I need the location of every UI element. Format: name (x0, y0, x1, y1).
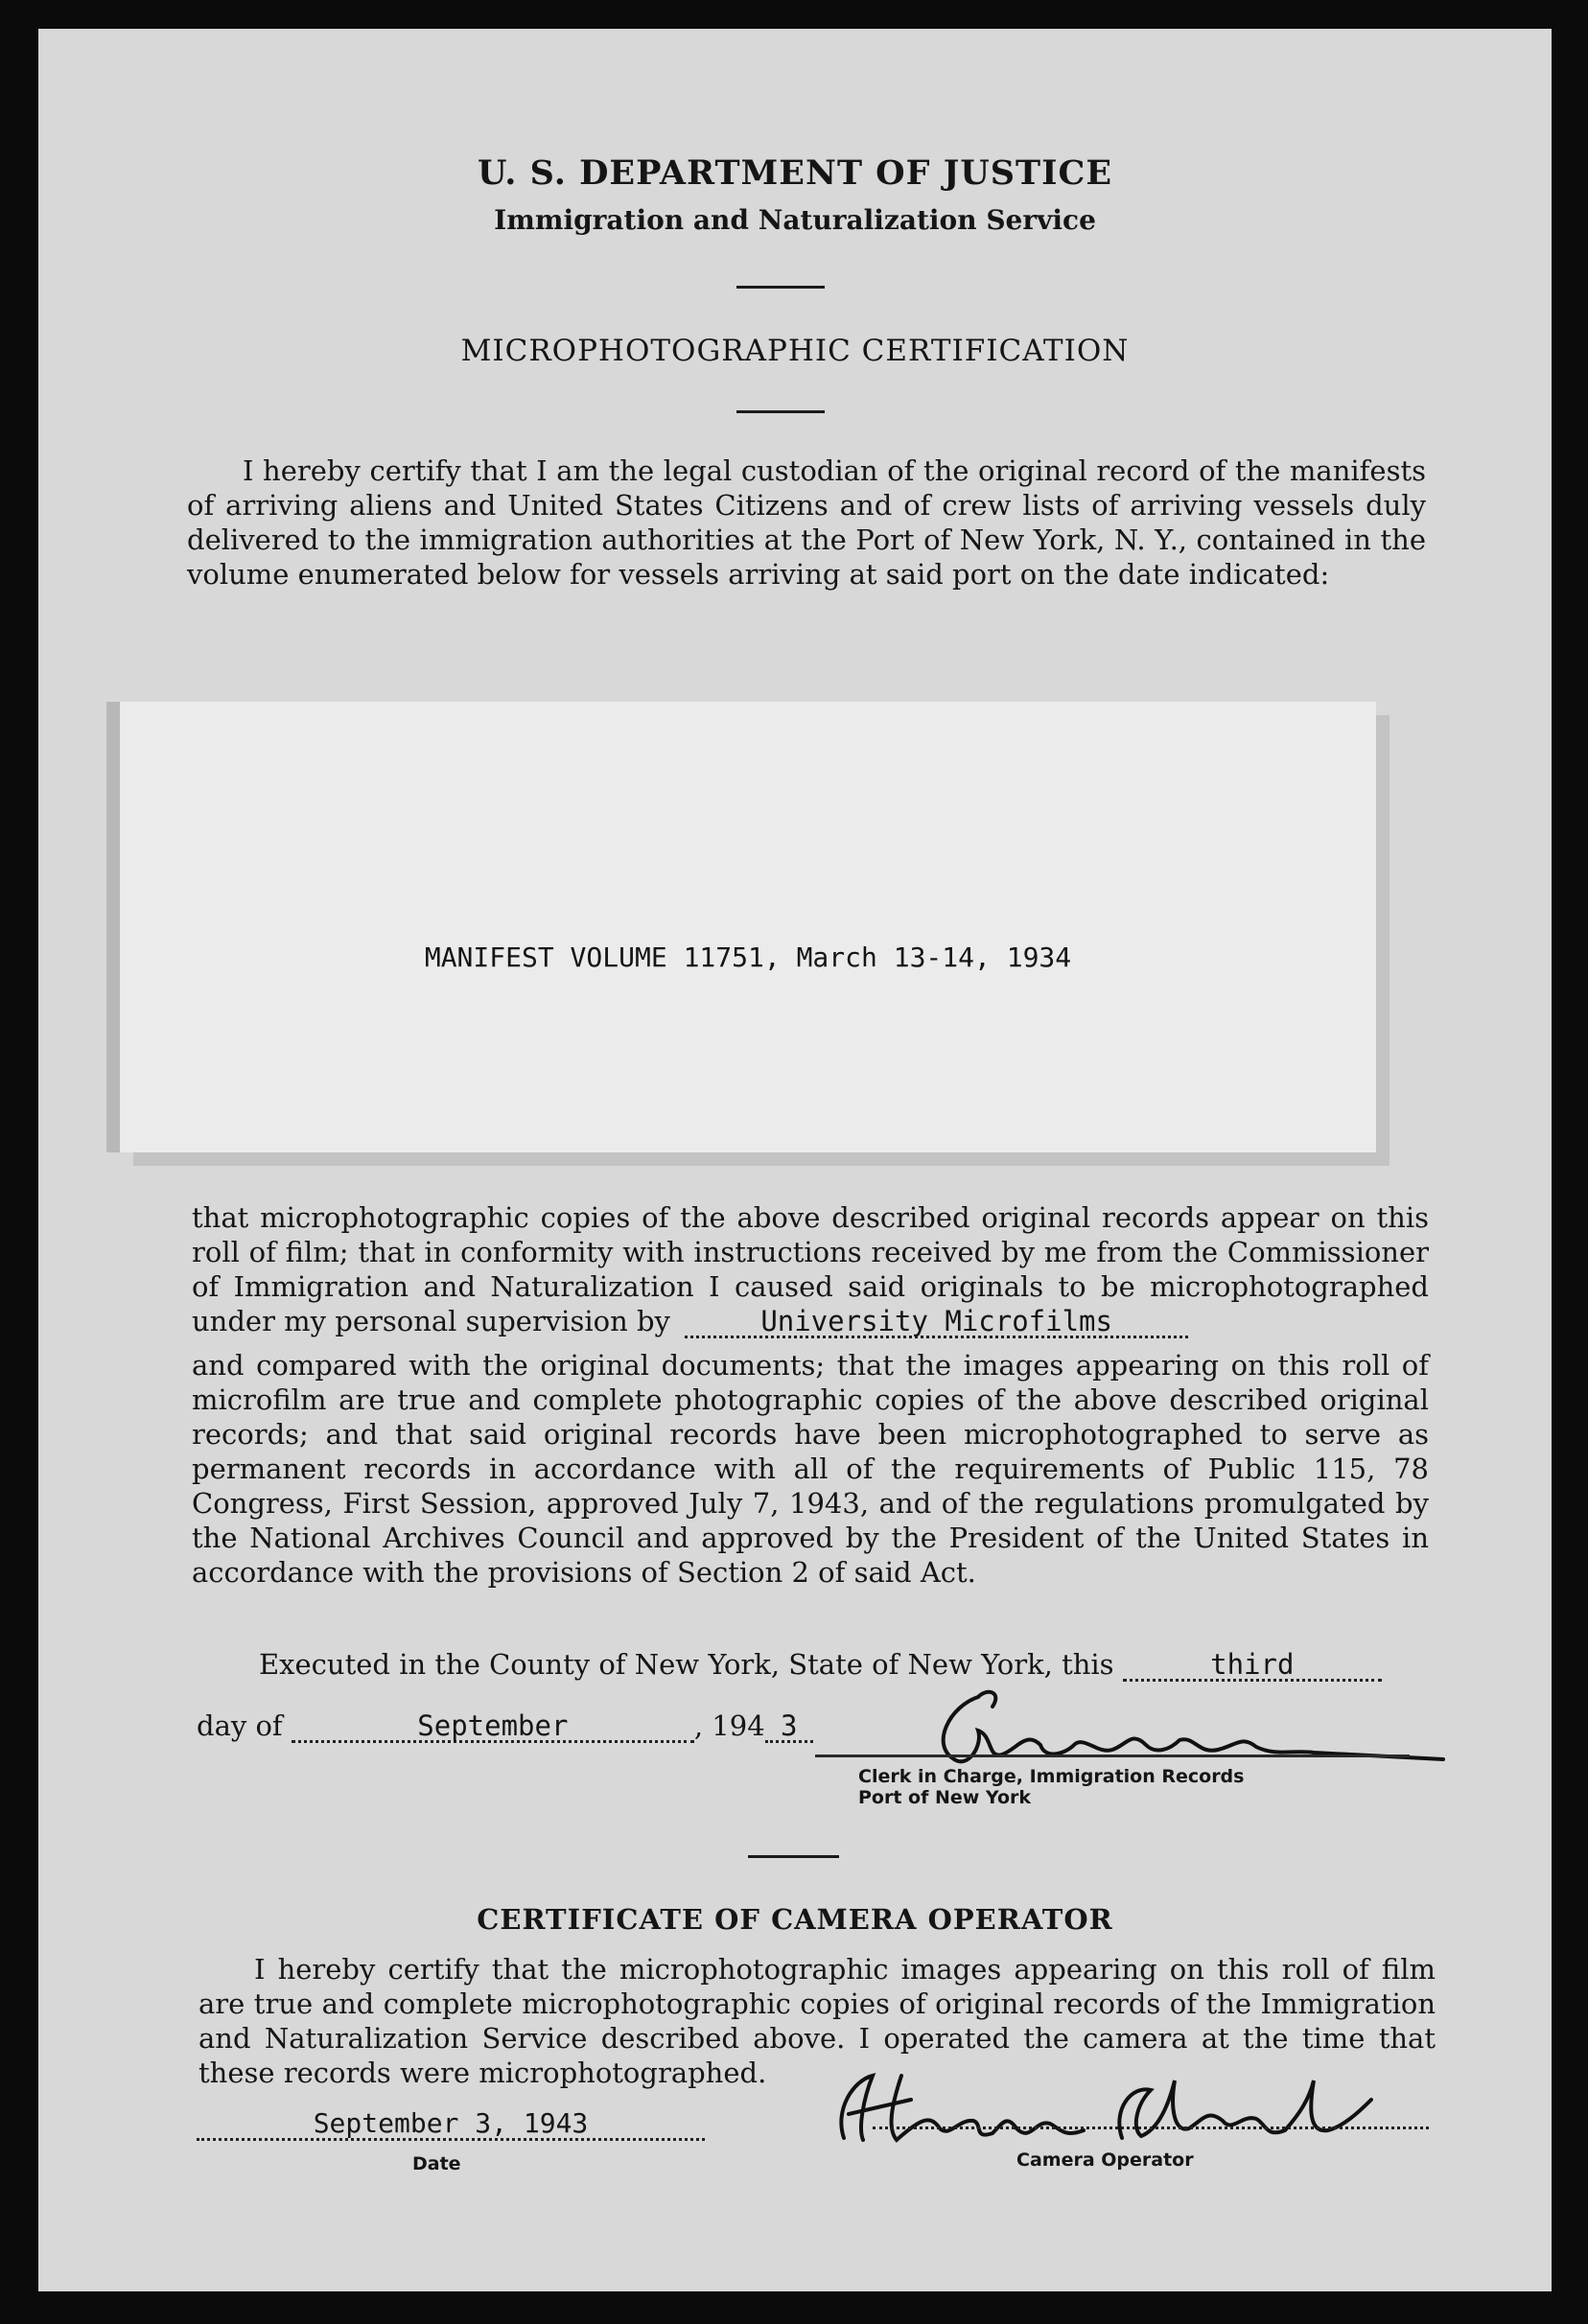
month-field: September (292, 1711, 694, 1743)
camera-section-title: CERTIFICATE OF CAMERA OPERATOR (477, 1903, 1113, 1936)
divider (736, 286, 825, 289)
intro-paragraph: I hereby certify that I am the legal custodian of the original record of the manifests of arriving aliens and United States Citizens and of crew lists of arriving vessels duly delivered to the immigration authorities at the Port of New York, N. Y., contained in the volume enumerated below for vessels arriving at said port on the date indicated: (187, 454, 1426, 591)
day-of-line (197, 1708, 813, 1743)
body-paragraph-rest: and compared with the original documents; that the images appearing on this roll of microfilm are true and complete photographic copies of the above described original records; and that said original records have been microphotographed to serve as permanent records in accordance with all of the requirements of Public 115, 78 Congress, First Session, approved July 7, 1943, and of the regulations promulgated by the National Archives Council and approved by the President of the United States in accordance with the provisions of Section 2 of said Act. (192, 1349, 1429, 1589)
divider (748, 1855, 839, 1858)
date-label: Date (412, 2153, 461, 2174)
clerk-title-line2: Port of New York (858, 1787, 1032, 1808)
service-subtitle: Immigration and Naturalization Service (494, 204, 1096, 236)
certificate-page (38, 29, 1552, 2291)
body-lead-text: that microphotographic copies of the above described original records appear on this roll of film; that in conformity with instructions received by me from the Commissioner of Immigration and Naturalization I caused said originals to be microphotographed under my personal supervision by (192, 1201, 1429, 1337)
body-paragraph-lead (192, 1200, 1429, 1338)
microfilm-company-field: University Microfilms (685, 1307, 1188, 1338)
volume-slip-text: MANIFEST VOLUME 11751, March 13-14, 1934 (424, 941, 1072, 973)
day-of-label: day of (197, 1709, 283, 1742)
camera-paragraph: I hereby certify that the microphotographic images appearing on this roll of film are true and complete microphotographic copies of original records of the Immigration and Naturalization Service described above. I operated the camera at the time that these records were microphotographed. (198, 1953, 1436, 2089)
camera-date-field: September 3, 1943 (197, 2109, 705, 2141)
year-prefix: , 194 (693, 1709, 765, 1742)
volume-slip (120, 702, 1376, 1152)
executed-lead: Executed in the County of New York, State of New York, this (259, 1648, 1114, 1681)
certification-title: MICROPHOTOGRAPHIC CERTIFICATION (460, 334, 1130, 368)
divider (736, 410, 825, 413)
operator-signature (806, 2061, 1400, 2157)
department-title: U. S. DEPARTMENT OF JUSTICE (477, 153, 1113, 193)
clerk-title-line1: Clerk in Charge, Immigration Records (858, 1766, 1245, 1787)
clerk-signature-line (815, 1755, 1410, 1757)
executed-line (259, 1647, 1429, 1682)
camera-operator-label: Camera Operator (1016, 2150, 1194, 2171)
year-digit-field: 3 (765, 1711, 813, 1743)
operator-signature-line (873, 2126, 1429, 2129)
executed-day-field: third (1123, 1650, 1382, 1682)
